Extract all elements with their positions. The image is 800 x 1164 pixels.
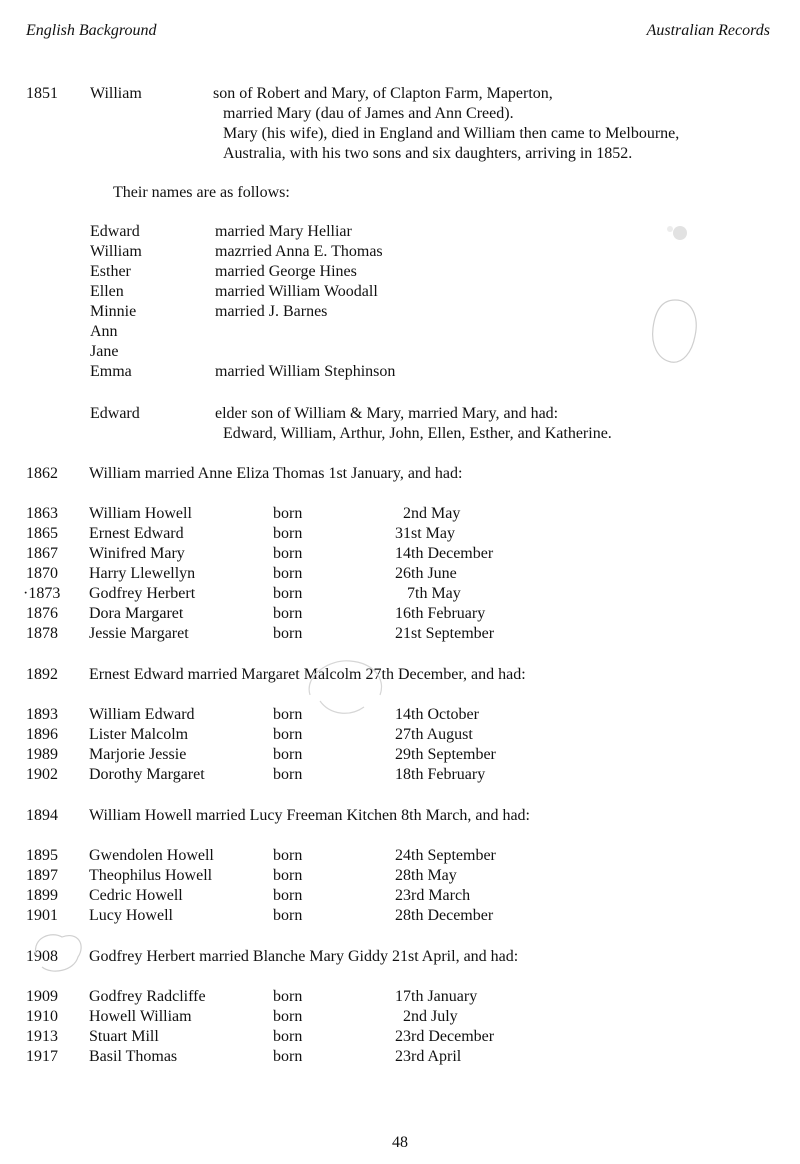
marriage-year: 1862: [26, 465, 58, 482]
birth-year: 1910: [26, 1008, 58, 1025]
family-section-1894: [26, 806, 786, 926]
born-label: born: [273, 887, 303, 904]
child-name: Howell William: [89, 1008, 192, 1025]
child-spouse: married George Hines: [215, 263, 357, 280]
table-row: [23, 584, 786, 604]
edward-line: elder son of William & Mary, married Mary, and had:: [215, 405, 559, 422]
birth-date: 28th May: [395, 867, 457, 884]
table-row: [26, 544, 786, 564]
born-label: born: [273, 907, 303, 924]
born-label: born: [273, 706, 303, 723]
birth-year: 1899: [26, 887, 58, 904]
birth-year: 1895: [26, 847, 58, 864]
marriage-year: 1908: [26, 948, 58, 965]
born-label: born: [273, 1028, 303, 1045]
intro-year: 1851: [26, 85, 58, 102]
born-label: born: [273, 766, 303, 783]
births-list: [26, 987, 786, 1067]
table-row: [26, 765, 786, 785]
table-row: [26, 564, 786, 584]
intro-name: William: [90, 85, 142, 102]
child-name: William: [90, 243, 142, 260]
birth-year: 1893: [26, 706, 58, 723]
child-name: Gwendolen Howell: [89, 847, 214, 864]
birth-date: 14th December: [395, 545, 494, 562]
birth-date: 29th September: [395, 746, 496, 763]
birth-year: 1917: [26, 1048, 58, 1065]
marriage-text: Ernest Edward married Margaret Malcolm 27th December, and had:: [89, 666, 526, 683]
birth-year: 1867: [26, 545, 58, 562]
intro-line: Australia, with his two sons and six daughters, arriving in 1852.: [223, 145, 633, 162]
table-row: [26, 524, 786, 544]
birth-year: 1878: [26, 625, 58, 642]
born-label: born: [273, 988, 303, 1005]
marriage-line: [26, 947, 786, 967]
born-label: born: [273, 867, 303, 884]
child-name: Minnie: [90, 303, 137, 320]
births-list: [26, 846, 786, 926]
table-row: [26, 604, 786, 624]
edward-line: Edward, William, Arthur, John, Ellen, Esther, and Katherine.: [223, 425, 612, 442]
birth-year: 1863: [26, 505, 58, 522]
born-label: born: [273, 605, 303, 622]
birth-date: 2nd July: [403, 1008, 458, 1025]
child-name: Marjorie Jessie: [89, 746, 187, 763]
table-row: [26, 886, 786, 906]
marriage-text: Godfrey Herbert married Blanche Mary Giddy 21st April, and had:: [89, 948, 519, 965]
table-row: [26, 1047, 786, 1067]
birth-year: 1876: [26, 605, 58, 622]
born-label: born: [273, 505, 303, 522]
marriage-text: William Howell married Lucy Freeman Kitchen 8th March, and had:: [89, 807, 530, 824]
intro-line: Mary (his wife), died in England and William then came to Melbourne,: [223, 125, 680, 142]
birth-year: 1897: [26, 867, 58, 884]
born-label: born: [273, 585, 303, 602]
table-row: [26, 1027, 786, 1047]
born-label: born: [273, 746, 303, 763]
child-name: Esther: [90, 263, 131, 280]
table-row: [26, 866, 786, 886]
marriage-text: William married Anne Eliza Thomas 1st January, and had:: [89, 465, 463, 482]
child-name: Stuart Mill: [89, 1028, 159, 1045]
birth-year: 1901: [26, 907, 58, 924]
birth-year: 1989: [26, 746, 58, 763]
table-row: [26, 705, 786, 725]
header-right: Australian Records: [646, 22, 770, 39]
intro-line: son of Robert and Mary, of Clapton Farm, Maperton,: [213, 85, 553, 102]
family-section-1892: [26, 665, 786, 785]
intro-line: married Mary (dau of James and Ann Creed).: [223, 105, 514, 122]
child-name: William Edward: [89, 706, 195, 723]
child-spouse: married J. Barnes: [215, 303, 328, 320]
child-spouse: married William Woodall: [215, 283, 378, 300]
birth-year: 1909: [26, 988, 58, 1005]
header-left: English Background: [26, 22, 157, 39]
child-name: Lucy Howell: [89, 907, 173, 924]
born-label: born: [273, 1008, 303, 1025]
child-name: Ann: [90, 323, 118, 340]
born-label: born: [273, 625, 303, 642]
born-label: born: [273, 1048, 303, 1065]
table-row: [26, 745, 786, 765]
birth-year: 1870: [26, 565, 58, 582]
births-list: [23, 504, 786, 644]
born-label: born: [273, 525, 303, 542]
marriage-year: 1892: [26, 666, 58, 683]
child-name: Edward: [90, 223, 140, 240]
birth-year: ·1873: [23, 585, 61, 602]
intro-description: [213, 84, 773, 164]
child-name: Dora Margaret: [89, 605, 184, 622]
child-name: Ellen: [90, 283, 124, 300]
table-row: [26, 725, 786, 745]
birth-date: 24th September: [395, 847, 496, 864]
birth-date: 23rd December: [395, 1028, 495, 1045]
table-row: [26, 504, 786, 524]
stain-mark: [660, 220, 694, 246]
stain-mark: [645, 296, 705, 368]
child-name: Winifred Mary: [89, 545, 185, 562]
table-row: [26, 1007, 786, 1027]
marriage-line: [26, 665, 786, 685]
born-label: born: [273, 726, 303, 743]
family-section-1862: [23, 464, 786, 644]
born-label: born: [273, 565, 303, 582]
birth-date: 23rd April: [395, 1048, 462, 1065]
names-intro: Their names are as follows:: [113, 184, 290, 201]
child-name: Basil Thomas: [89, 1048, 178, 1065]
born-label: born: [273, 545, 303, 562]
child-name: Godfrey Radcliffe: [89, 988, 206, 1005]
table-row: [26, 987, 786, 1007]
birth-date: 2nd May: [403, 505, 461, 522]
birth-date: 23rd March: [395, 887, 471, 904]
child-name: Jane: [90, 343, 119, 360]
family-section-1908: [26, 947, 786, 1067]
child-name: Lister Malcolm: [89, 726, 189, 743]
marriage-line: [26, 806, 786, 826]
table-row: [26, 906, 786, 926]
child-name: Cedric Howell: [89, 887, 183, 904]
birth-year: 1902: [26, 766, 58, 783]
birth-year: 1865: [26, 525, 58, 542]
table-row: [26, 846, 786, 866]
child-name: Dorothy Margaret: [89, 766, 205, 783]
marriage-line: [26, 464, 786, 484]
child-name: Theophilus Howell: [89, 867, 213, 884]
child-name: Jessie Margaret: [89, 625, 189, 642]
child-name: Emma: [90, 363, 132, 380]
edward-description: [215, 404, 612, 444]
births-list: [26, 705, 786, 785]
child-spouse: married Mary Helliar: [215, 223, 352, 240]
birth-date: 18th February: [395, 766, 486, 783]
birth-date: 14th October: [395, 706, 479, 723]
birth-date: 28th December: [395, 907, 494, 924]
birth-year: 1913: [26, 1028, 58, 1045]
birth-date: 17th January: [395, 988, 478, 1005]
birth-year: 1896: [26, 726, 58, 743]
birth-date: 16th February: [395, 605, 486, 622]
edward-name: Edward: [90, 405, 140, 422]
born-label: born: [273, 847, 303, 864]
child-name: Ernest Edward: [89, 525, 184, 542]
child-name: William Howell: [89, 505, 192, 522]
child-spouse: married William Stephinson: [215, 363, 396, 380]
table-row: [26, 624, 786, 644]
child-name: Harry Llewellyn: [89, 565, 196, 582]
birth-date: 27th August: [395, 726, 473, 743]
birth-date: 26th June: [395, 565, 457, 582]
birth-date: 21st September: [395, 625, 495, 642]
marriage-year: 1894: [26, 807, 58, 824]
child-spouse: mazrried Anna E. Thomas: [215, 243, 383, 260]
child-name: Godfrey Herbert: [89, 585, 196, 602]
birth-date: 31st May: [395, 525, 455, 542]
birth-date: 7th May: [407, 585, 461, 602]
page-number: 48: [392, 1134, 408, 1151]
